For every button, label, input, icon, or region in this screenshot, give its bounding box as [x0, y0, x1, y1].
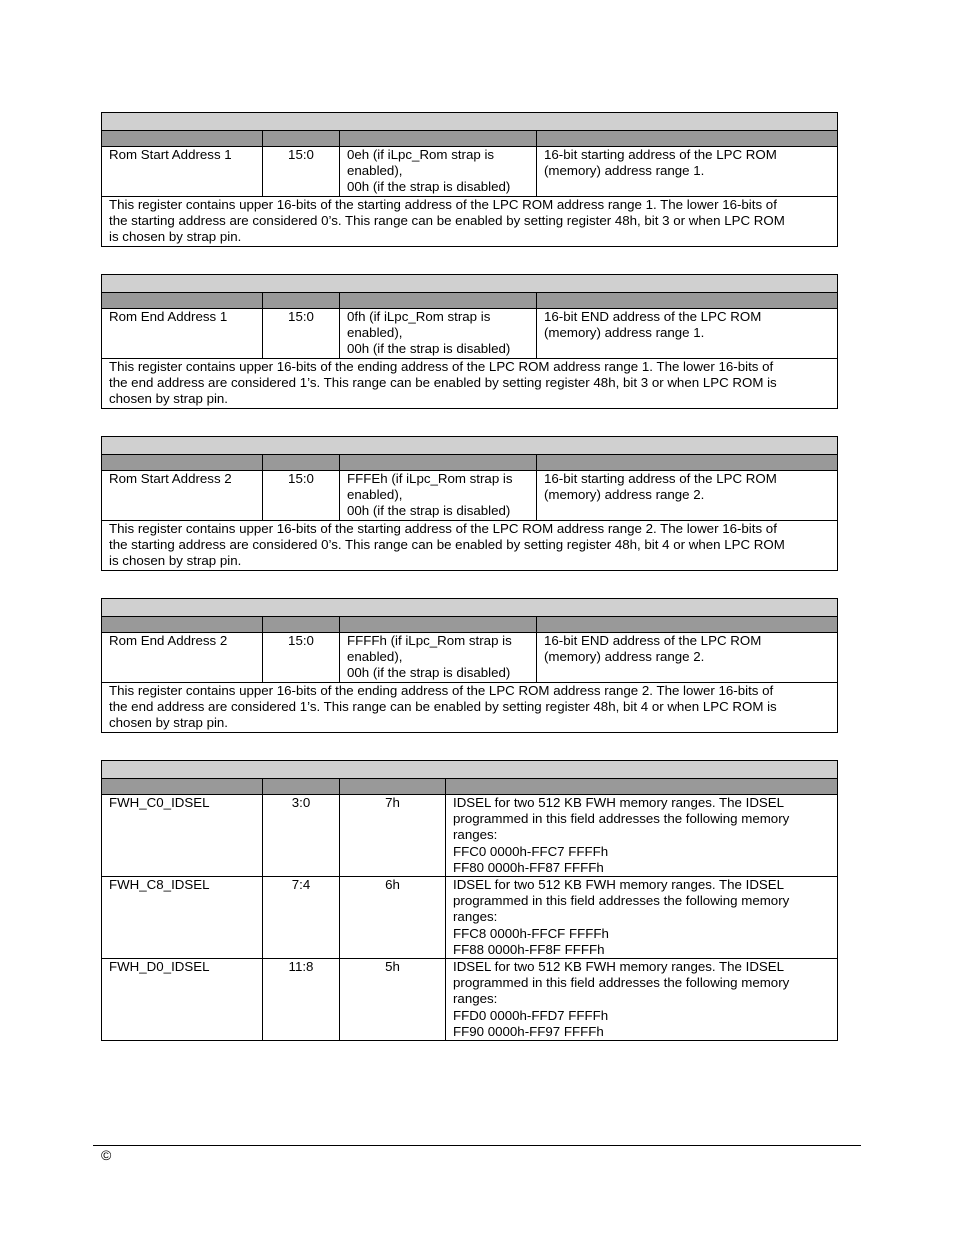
table-row — [102, 309, 838, 359]
default-value: 0eh (if iLpc_Rom strap is enabled), 00h (if the strap is disabled) — [340, 147, 537, 197]
field-name: FWH_C0_IDSEL — [102, 795, 263, 877]
register-table-fwh-idsel — [101, 760, 838, 1041]
bit-range: 15:0 — [263, 471, 340, 521]
field-description: IDSEL for two 512 KB FWH memory ranges. The IDSEL programmed in this field addresses the following memory ranges: FFD0 0000h-FFD7 FFFFh FF90 0000h-FF97 FFFFh — [446, 959, 838, 1041]
table-title-bar — [102, 437, 838, 455]
bit-range: 15:0 — [263, 147, 340, 197]
field-description: IDSEL for two 512 KB FWH memory ranges. The IDSEL programmed in this field addresses the following memory ranges: FFC0 0000h-FFC7 FFFFh FF80 0000h-FF87 FFFFh — [446, 795, 838, 877]
register-note: This register contains upper 16-bits of the ending address of the LPC ROM address range 1. The lower 16-bits of the end address are considered 1’s. This range can be enabled by setting register 48h, bit 3 or when LPC ROM is chosen by strap pin. — [102, 359, 838, 409]
field-name: FWH_D0_IDSEL — [102, 959, 263, 1041]
default-value: 5h — [340, 959, 446, 1041]
table-title-bar — [102, 761, 838, 779]
register-table-rom-start-2 — [101, 436, 838, 571]
table-row — [102, 959, 838, 1041]
register-table-rom-end-2 — [101, 598, 838, 733]
table-header-row — [102, 131, 838, 147]
field-name: Rom End Address 1 — [102, 309, 263, 359]
table-header-row — [102, 293, 838, 309]
default-value: 0fh (if iLpc_Rom strap is enabled), 00h (if the strap is disabled) — [340, 309, 537, 359]
table-header-row — [102, 455, 838, 471]
field-name: FWH_C8_IDSEL — [102, 877, 263, 959]
field-description: 16-bit starting address of the LPC ROM (memory) address range 2. — [537, 471, 838, 521]
bit-range: 15:0 — [263, 309, 340, 359]
field-name: Rom End Address 2 — [102, 633, 263, 683]
register-note-row — [102, 521, 838, 571]
field-description: 16-bit END address of the LPC ROM (memory) address range 2. — [537, 633, 838, 683]
default-value: FFFFh (if iLpc_Rom strap is enabled), 00h (if the strap is disabled) — [340, 633, 537, 683]
default-value: 6h — [340, 877, 446, 959]
table-row — [102, 147, 838, 197]
footer-divider — [93, 1145, 861, 1146]
field-name: Rom Start Address 1 — [102, 147, 263, 197]
register-note: This register contains upper 16-bits of the starting address of the LPC ROM address range 1. The lower 16-bits of the starting address are considered 0’s. This range can be enabled by setting register 48h, bit 3 or when LPC ROM is chosen by strap pin. — [102, 197, 838, 247]
table-title-bar — [102, 599, 838, 617]
table-header-row — [102, 617, 838, 633]
field-name: Rom Start Address 2 — [102, 471, 263, 521]
register-note-row — [102, 359, 838, 409]
table-title-bar — [102, 275, 838, 293]
register-note-row — [102, 197, 838, 247]
bit-range: 15:0 — [263, 633, 340, 683]
field-description: 16-bit END address of the LPC ROM (memory) address range 1. — [537, 309, 838, 359]
table-title-bar — [102, 113, 838, 131]
table-header-row — [102, 779, 838, 795]
bit-range: 7:4 — [263, 877, 340, 959]
register-note-row — [102, 683, 838, 733]
default-value: 7h — [340, 795, 446, 877]
bit-range: 11:8 — [263, 959, 340, 1041]
register-table-rom-start-1 — [101, 112, 838, 247]
default-value: FFFEh (if iLpc_Rom strap is enabled), 00h (if the strap is disabled) — [340, 471, 537, 521]
copyright-symbol: © — [101, 1147, 112, 1163]
bit-range: 3:0 — [263, 795, 340, 877]
field-description: 16-bit starting address of the LPC ROM (memory) address range 1. — [537, 147, 838, 197]
table-row — [102, 471, 838, 521]
register-note: This register contains upper 16-bits of the ending address of the LPC ROM address range 2. The lower 16-bits of the end address are considered 1’s. This range can be enabled by setting register 48h, bit 4 or when LPC ROM is chosen by strap pin. — [102, 683, 838, 733]
field-description: IDSEL for two 512 KB FWH memory ranges. The IDSEL programmed in this field addresses the following memory ranges: FFC8 0000h-FFCF FFFFh FF88 0000h-FF8F FFFFh — [446, 877, 838, 959]
table-row — [102, 633, 838, 683]
table-row — [102, 795, 838, 877]
register-table-rom-end-1 — [101, 274, 838, 409]
register-note: This register contains upper 16-bits of the starting address of the LPC ROM address range 2. The lower 16-bits of the starting address are considered 0’s. This range can be enabled by setting register 48h, bit 4 or when LPC ROM is chosen by strap pin. — [102, 521, 838, 571]
table-row — [102, 877, 838, 959]
